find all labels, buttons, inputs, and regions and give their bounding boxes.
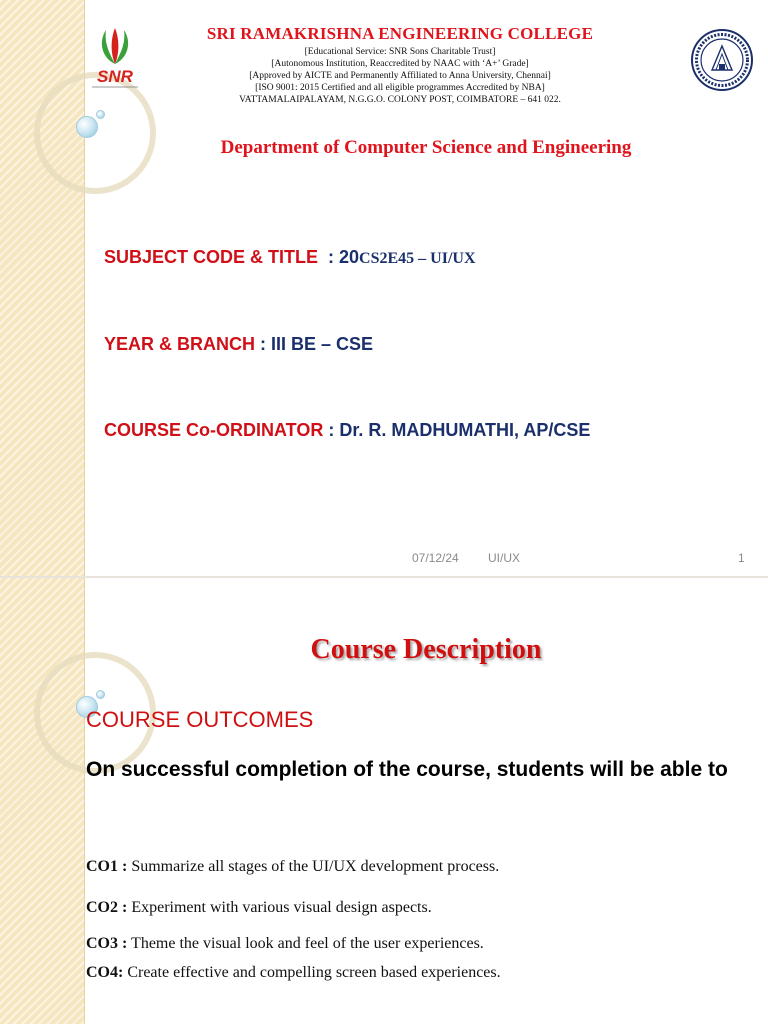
coordinator-value: Dr. R. MADHUMATHI, AP/CSE [339,420,591,440]
decorative-side-stripe [0,578,85,1024]
college-seal-logo [690,28,754,92]
college-iso-line: [ISO 9001: 2015 Certified and all eligible programmes Accredited by NBA] [255,83,545,93]
co-text: Create effective and compelling screen based experiences. [123,964,501,981]
year-branch-value: III BE – CSE [271,334,374,354]
subject-row [104,247,476,268]
department-title: Department of Computer Science and Engineering [220,137,632,158]
college-address-line: VATTAMALAIPALAYAM, N.G.G.O. COLONY POST, COIMBATORE – 641 022. [239,95,561,105]
outcomes-intro: On successful completion of the course, students will be able to [86,758,728,781]
footer-page-number: 1 [738,551,745,565]
college-aicte-line: [Approved by AICTE and Permanently Affiliated to Anna University, Chennai] [249,71,551,81]
coordinator-separator: : [323,420,340,440]
snr-logo-text: SNR [97,67,133,86]
college-name: SRI RAMAKRISHNA ENGINEERING COLLEGE [206,24,594,43]
co-code: CO2 : [86,899,128,916]
college-trust-line: [Educational Service: SNR Sons Charitable Trust] [304,47,496,57]
decorative-bubble-small [96,110,105,119]
year-branch-separator: : [255,334,272,354]
co-text: Summarize all stages of the UI/UX development process. [127,858,500,875]
course-outcome-item [86,964,501,982]
co-code: CO1 : [86,858,128,875]
co-code: CO4: [86,964,124,981]
decorative-bubble [76,116,98,138]
course-description-title: Course Description [310,634,542,665]
coordinator-label: COURSE Co-ORDINATOR [104,420,324,440]
subject-value: CS2E45 – UI/UX [359,250,476,267]
footer-title: UI/UX [488,551,521,565]
co-code: CO3 : [86,935,128,952]
course-outcome-item [86,899,432,917]
course-outcomes-heading: COURSE OUTCOMES [86,707,314,732]
co-text: Theme the visual look and feel of the user experiences. [127,935,484,952]
coordinator-row [104,420,590,441]
co-text: Experiment with various visual design aspects. [127,899,432,916]
college-naac-line: [Autonomous Institution, Reaccredited by NAAC with ‘A+’ Grade] [271,59,529,69]
subject-separator: : 20 [318,247,360,267]
year-branch-row [104,334,373,355]
course-outcome-item [86,858,499,876]
year-branch-label: YEAR & BRANCH [104,334,256,354]
footer-date: 07/12/24 [412,551,459,565]
decorative-bubble-small [96,690,105,699]
subject-label: SUBJECT CODE & TITLE [104,247,319,267]
course-outcome-item [86,935,484,953]
